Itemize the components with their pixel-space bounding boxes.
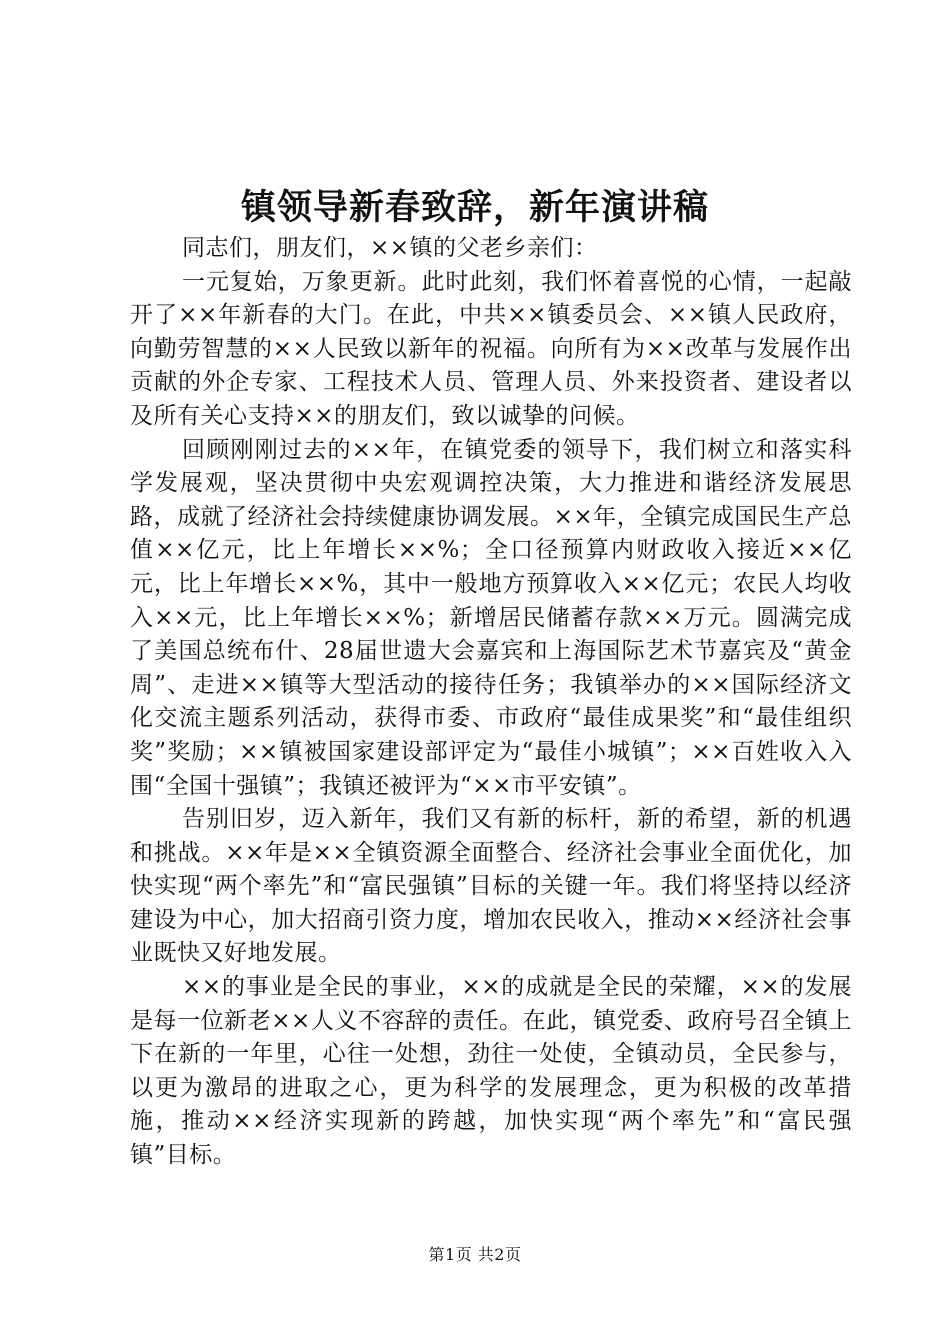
outlook-paragraph: 告别旧岁，迈入新年，我们又有新的标杆，新的希望，新的机遇和挑战。××年是××全镇资源全面整合、经济社会事业全面优化，加快实现“两个率先”和“富民强镇”目标的关键一年。我们将坚持以经济建设为中心，加大招商引资力度，增加农民收入，推动××经济社会事业既快又好地发展。: [130, 806, 852, 967]
salutation-paragraph: 同志们，朋友们，××镇的父老乡亲们：: [182, 235, 598, 261]
closing-paragraph: ××的事业是全民的事业，××的成就是全民的荣耀，××的发展是每一位新老××人义不容辞的责任。在此，镇党委、政府号召全镇上下在新的一年里，心往一处想，劲往一处使，全镇动员，全民参与，以更为激昂的进取之心，更为科学的发展理念，更为积极的改革措施，推动××经济实现新的跨越，加快实现“两个率先”和“富民强镇”目标。: [130, 974, 852, 1169]
document-body: [130, 232, 852, 1173]
review-paragraph: 回顾刚刚过去的××年，在镇党委的领导下，我们树立和落实科学发展观，坚决贯彻中央宏观调控决策，大力推进和谐经济发展思路，成就了经济社会持续健康协调发展。××年，全镇完成国民生产总值××亿元，比上年增长××%；全口径预算内财政收入接近××亿元，比上年增长××%，其中一般地方预算收入××亿元；农民人均收入××元，比上年增长××%；新增居民储蓄存款××万元。圆满完成了美国总统布什、28届世遗大会嘉宾和上海国际艺术节嘉宾及“黄金周”、走进××镇等大型活动的接待任务；我镇举办的××国际经济文化交流主题系列活动，获得市委、市政府“最佳成果奖”和“最佳组织奖”奖励；××镇被国家建设部评定为“最佳小城镇”；××百姓收入入围“全国十强镇”；我镇还被评为“××市平安镇”。: [130, 436, 852, 799]
document-title: 镇领导新春致辞，新年演讲稿: [240, 187, 709, 228]
page-number-footer: 第1页 共2页: [428, 1245, 522, 1264]
greeting-paragraph: 一元复始，万象更新。此时此刻，我们怀着喜悦的心情，一起敲开了××年新春的大门。在此，中共××镇委员会、××镇人民政府，向勤劳智慧的××人民致以新年的祝福。向所有为××改革与发展作出贡献的外企专家、工程技术人员、管理人员、外来投资者、建设者以及所有关心支持××的朋友们，致以诚挚的问候。: [130, 268, 852, 429]
